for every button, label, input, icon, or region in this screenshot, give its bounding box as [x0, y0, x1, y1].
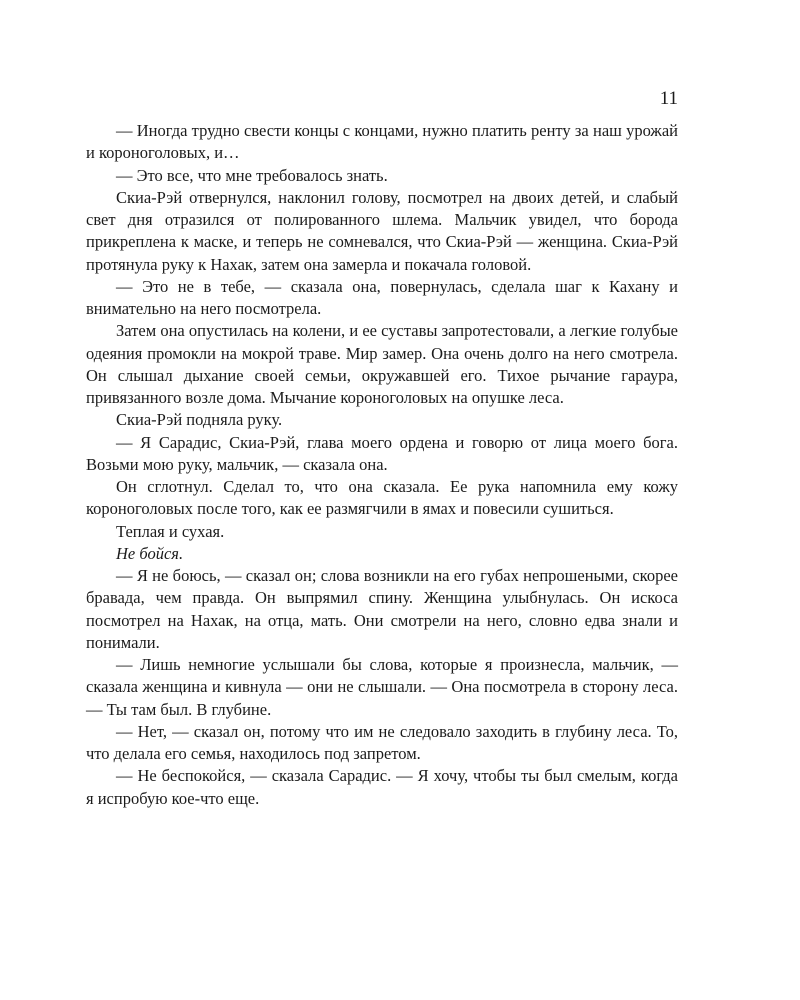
paragraph: — Нет, — сказал он, потому что им не следовало заходить в глубину леса. То, что делала его семья, находилось под запретом.	[86, 721, 678, 763]
paragraph: — Это все, что мне требовалось знать.	[116, 165, 388, 185]
page-number: 11	[659, 88, 678, 109]
paragraph: — Лишь немногие услышали бы слова, которые я произнесла, мальчик, — сказала женщина и кивнула — они не слышали. — Она посмотрела в сторону леса. — Ты там был. В глубине.	[86, 655, 678, 719]
paragraph: Скиа-Рэй отвернулся, наклонил голову, посмотрел на двоих детей, и слабый свет дня отразился от полированного шлема. Мальчик увидел, что борода прикреплена к маске, и теперь не сомневался, что Скиа-Рэй — женщина. Скиа-Рэй протянула руку к Нахак, затем она замерла и покачала головой.	[86, 187, 678, 274]
paragraph: — Не беспокойся, — сказала Сарадис. — Я хочу, чтобы ты был смелым, когда я испробую кое-что еще.	[86, 766, 678, 808]
paragraph: — Иногда трудно свести концы с концами, нужно платить ренту за наш урожай и короноголовых, и…	[86, 121, 678, 163]
body-text	[86, 120, 678, 810]
paragraph: Он сглотнул. Сделал то, что она сказала. Ее рука напомнила ему кожу короноголовых после того, как ее размягчили в ямах и повесили сушиться.	[86, 477, 678, 519]
paragraph: — Это не в тебе, — сказала она, повернулась, сделала шаг к Кахану и внимательно на него посмотрела.	[86, 276, 678, 318]
paragraph: Затем она опустилась на колени, и ее суставы запротестовали, а легкие голубые одеяния промокли на мокрой траве. Мир замер. Она очень долго на него смотрела. Он слышал дыхание своей семьи, окружавшей его. Тихое рычание гараура, привязанного возле дома. Мычание короноголовых на опушке леса.	[86, 321, 678, 407]
paragraph: Скиа-Рэй подняла руку.	[116, 410, 283, 430]
paragraph: — Я не боюсь, — сказал он; слова возникли на его губах непрошеными, скорее бравада, чем правда. Он выпрямил спину. Женщина улыбнулась. Он искоса посмотрел на Нахак, на отца, мать. Они смотрели на него, словно едва знали и понимали.	[86, 566, 678, 652]
italic-thought: Не бойся.	[116, 543, 184, 563]
paragraph: — Я Сарадис, Скиа-Рэй, глава моего ордена и говорю от лица моего бога. Возьми мою руку, мальчик, — сказала она.	[86, 432, 678, 474]
paragraph: Теплая и сухая.	[116, 521, 225, 541]
